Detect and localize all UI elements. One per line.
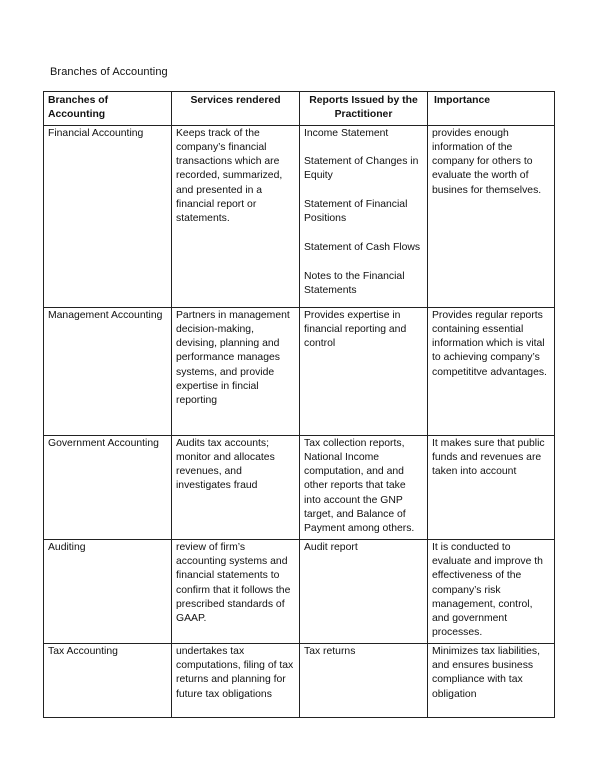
branch-cell: Tax Accounting <box>44 643 172 717</box>
table-header-row <box>44 92 555 126</box>
branch-cell: Auditing <box>44 539 172 643</box>
services-cell: Keeps track of the company’s financial transactions which are recorded, summarized, and presented in a financial report or statements. <box>172 125 300 307</box>
importance-cell: Minimizes tax liabilities, and ensures business compliance with tax obligation <box>428 643 555 717</box>
reports-cell: Income Statement Statement of Changes in Equity Statement of Financial Positions Statement of Cash Flows Notes to the Financial Statements <box>300 125 428 307</box>
document-title: Branches of Accounting <box>50 66 168 78</box>
header-branches: Branches of Accounting <box>44 92 172 126</box>
header-services: Services rendered <box>172 92 300 126</box>
header-reports: Reports Issued by the Practitioner <box>300 92 428 126</box>
table-row <box>44 435 555 539</box>
services-cell: undertakes tax computations, filing of tax returns and planning for future tax obligations <box>172 643 300 717</box>
reports-cell: Tax collection reports, National Income computation, and and other reports that take into account the GNP target, and Balance of Payment among others. <box>300 435 428 539</box>
services-cell: Partners in management decision-making, devising, planning and performance manages systems, and provide expertise in fincial reporting <box>172 307 300 435</box>
branches-table <box>43 91 555 718</box>
table-row <box>44 125 555 307</box>
reports-cell: Audit report <box>300 539 428 643</box>
services-cell: Audits tax accounts; monitor and allocates revenues, and investigates fraud <box>172 435 300 539</box>
importance-cell: It makes sure that public funds and revenues are taken into account <box>428 435 555 539</box>
services-cell: review of firm’s accounting systems and financial statements to confirm that it follows the prescribed standards of GAAP. <box>172 539 300 643</box>
table-row <box>44 539 555 643</box>
importance-cell: It is conducted to evaluate and improve th effectiveness of the company’s risk management, control, and government processes. <box>428 539 555 643</box>
reports-cell: Tax returns <box>300 643 428 717</box>
table-row <box>44 307 555 435</box>
reports-cell: Provides expertise in financial reporting and control <box>300 307 428 435</box>
importance-cell: provides enough information of the company for others to evaluate the worth of busines for themselves. <box>428 125 555 307</box>
importance-cell: Provides regular reports containing essential information which is vital to achieving company’s competititve advantages. <box>428 307 555 435</box>
branch-cell: Financial Accounting <box>44 125 172 307</box>
branch-cell: Government Accounting <box>44 435 172 539</box>
table-row <box>44 643 555 717</box>
branch-cell: Management Accounting <box>44 307 172 435</box>
header-importance: Importance <box>428 92 555 126</box>
